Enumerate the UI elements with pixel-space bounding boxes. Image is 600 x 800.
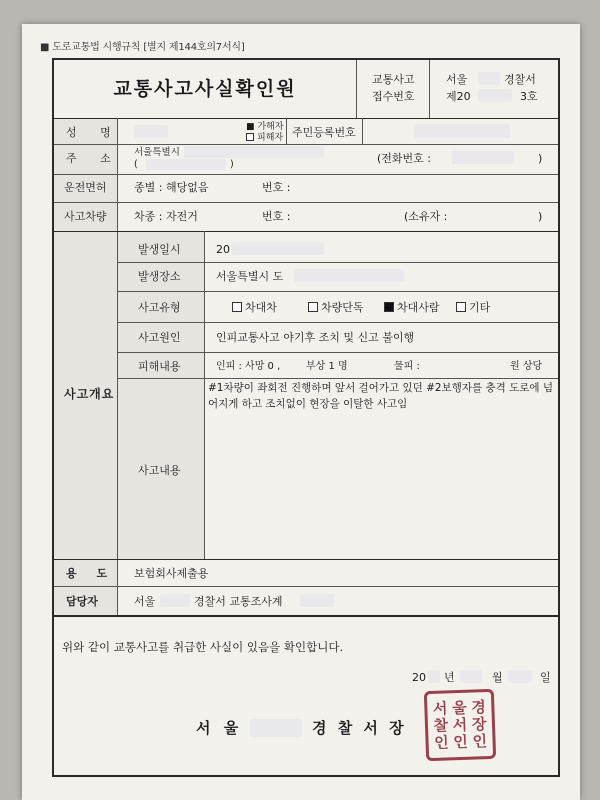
date-year-unit: 년: [444, 671, 455, 684]
vehicle-number-label: 번호 :: [262, 210, 291, 223]
confirmation-text: 위와 같이 교통사고를 취급한 사실이 있음을 확인합니다.: [62, 640, 344, 654]
type-option-3-label: 차대사람: [397, 301, 440, 314]
vehicle-type: 차종 : 자전거: [134, 210, 198, 223]
damage-property-suffix: 원 상당: [510, 361, 543, 372]
receipt-label-line1: 교통사고: [372, 73, 415, 86]
license-type: 종별 : 해당없음: [134, 181, 209, 194]
officer-suffix: 경찰서 교통조사계: [194, 595, 283, 608]
cause-label: 사고원인: [138, 331, 181, 344]
type-option-4: [456, 301, 490, 314]
party-unchecked-label: 피해자: [257, 133, 284, 143]
content-label: 사고내용: [138, 464, 181, 477]
address-line2-close: ): [230, 159, 234, 170]
receipt-label-line2: 접수번호: [372, 90, 415, 103]
type-option-3: [384, 301, 440, 314]
party-unchecked-checkbox[interactable]: [246, 133, 254, 141]
type-option-1-label: 차대차: [245, 301, 277, 314]
date-year: 20: [412, 671, 426, 684]
damage-casualty: 인피 : 사망 0 ,: [216, 361, 281, 372]
type-label: 사고유형: [138, 301, 181, 314]
damage-label: 피해내용: [138, 360, 181, 373]
type-checkbox-4[interactable]: [456, 302, 466, 312]
vehicle-label: 사고차량: [64, 210, 107, 223]
address-label: 주 소: [66, 152, 121, 165]
officer-prefix: 서울: [134, 595, 156, 608]
address-line2-open: (: [134, 159, 138, 170]
phone-label: (전화번호 :: [377, 152, 431, 165]
accident-confirmation-form: [52, 58, 560, 617]
receipt-number-suffix: 3호: [520, 90, 538, 103]
type-checkbox-3[interactable]: [384, 302, 394, 312]
date-value: 20: [216, 243, 230, 256]
place-value: 서울특별시 도: [216, 270, 284, 283]
form-title: 교통사고사실확인원: [113, 78, 297, 100]
type-option-4-label: 기타: [469, 301, 491, 314]
date-label: 발생일시: [138, 243, 181, 256]
form-reference-note: ■ 도로교통법 시행규칙 [별지 제144호의7서식]: [40, 42, 245, 53]
content-text: #1차량이 좌회전 진행하며 앞서 걸어가고 있던 #2보행자를 충격 도로에 넘어지게 하고 조치없이 현장을 이탈한 사고임: [208, 382, 553, 410]
party-checked: ■ 가해자: [246, 122, 284, 132]
type-checkbox-1[interactable]: [232, 302, 242, 312]
receipt-number-prefix: 제20: [446, 90, 471, 103]
date-day-unit: 일: [540, 671, 551, 684]
official-seal: 서 울 경 찰 서 장 인 인 인: [424, 689, 496, 761]
phone-close: ): [538, 152, 543, 165]
type-option-2-label: 차량단독: [321, 301, 364, 314]
type-option-2: [308, 301, 364, 314]
overview-label: 사고개요: [64, 387, 115, 401]
type-option-1: [232, 301, 277, 314]
signature-prefix: 서 울: [196, 719, 243, 737]
date-month-unit: 월: [492, 671, 503, 684]
vehicle-owner-close: ): [538, 210, 543, 223]
type-checkbox-2[interactable]: [308, 302, 318, 312]
usage-value: 보험회사제출용: [134, 567, 209, 580]
address-line1: 서울특별시: [134, 147, 180, 158]
license-label: 운전면허: [64, 181, 107, 194]
damage-property-label: 물피 :: [394, 361, 420, 372]
signature-suffix: 경 찰 서 장: [312, 719, 407, 737]
receipt-station-suffix: 경찰서: [504, 73, 536, 86]
place-label: 발생장소: [138, 270, 181, 283]
resident-number-label: 주민등록번호: [292, 126, 356, 139]
usage-label: 용 도: [66, 567, 116, 580]
cause-value: 인피교통사고 야기후 조치 및 신고 불이행: [216, 331, 415, 344]
license-number-label: 번호 :: [262, 181, 291, 194]
officer-label: 담당자: [66, 595, 98, 608]
damage-injury: 부상 1 명: [306, 361, 348, 372]
receipt-station-prefix: 서울: [446, 73, 468, 86]
vehicle-owner-label: (소유자 :: [404, 210, 448, 223]
name-label: 성 명: [66, 126, 121, 139]
